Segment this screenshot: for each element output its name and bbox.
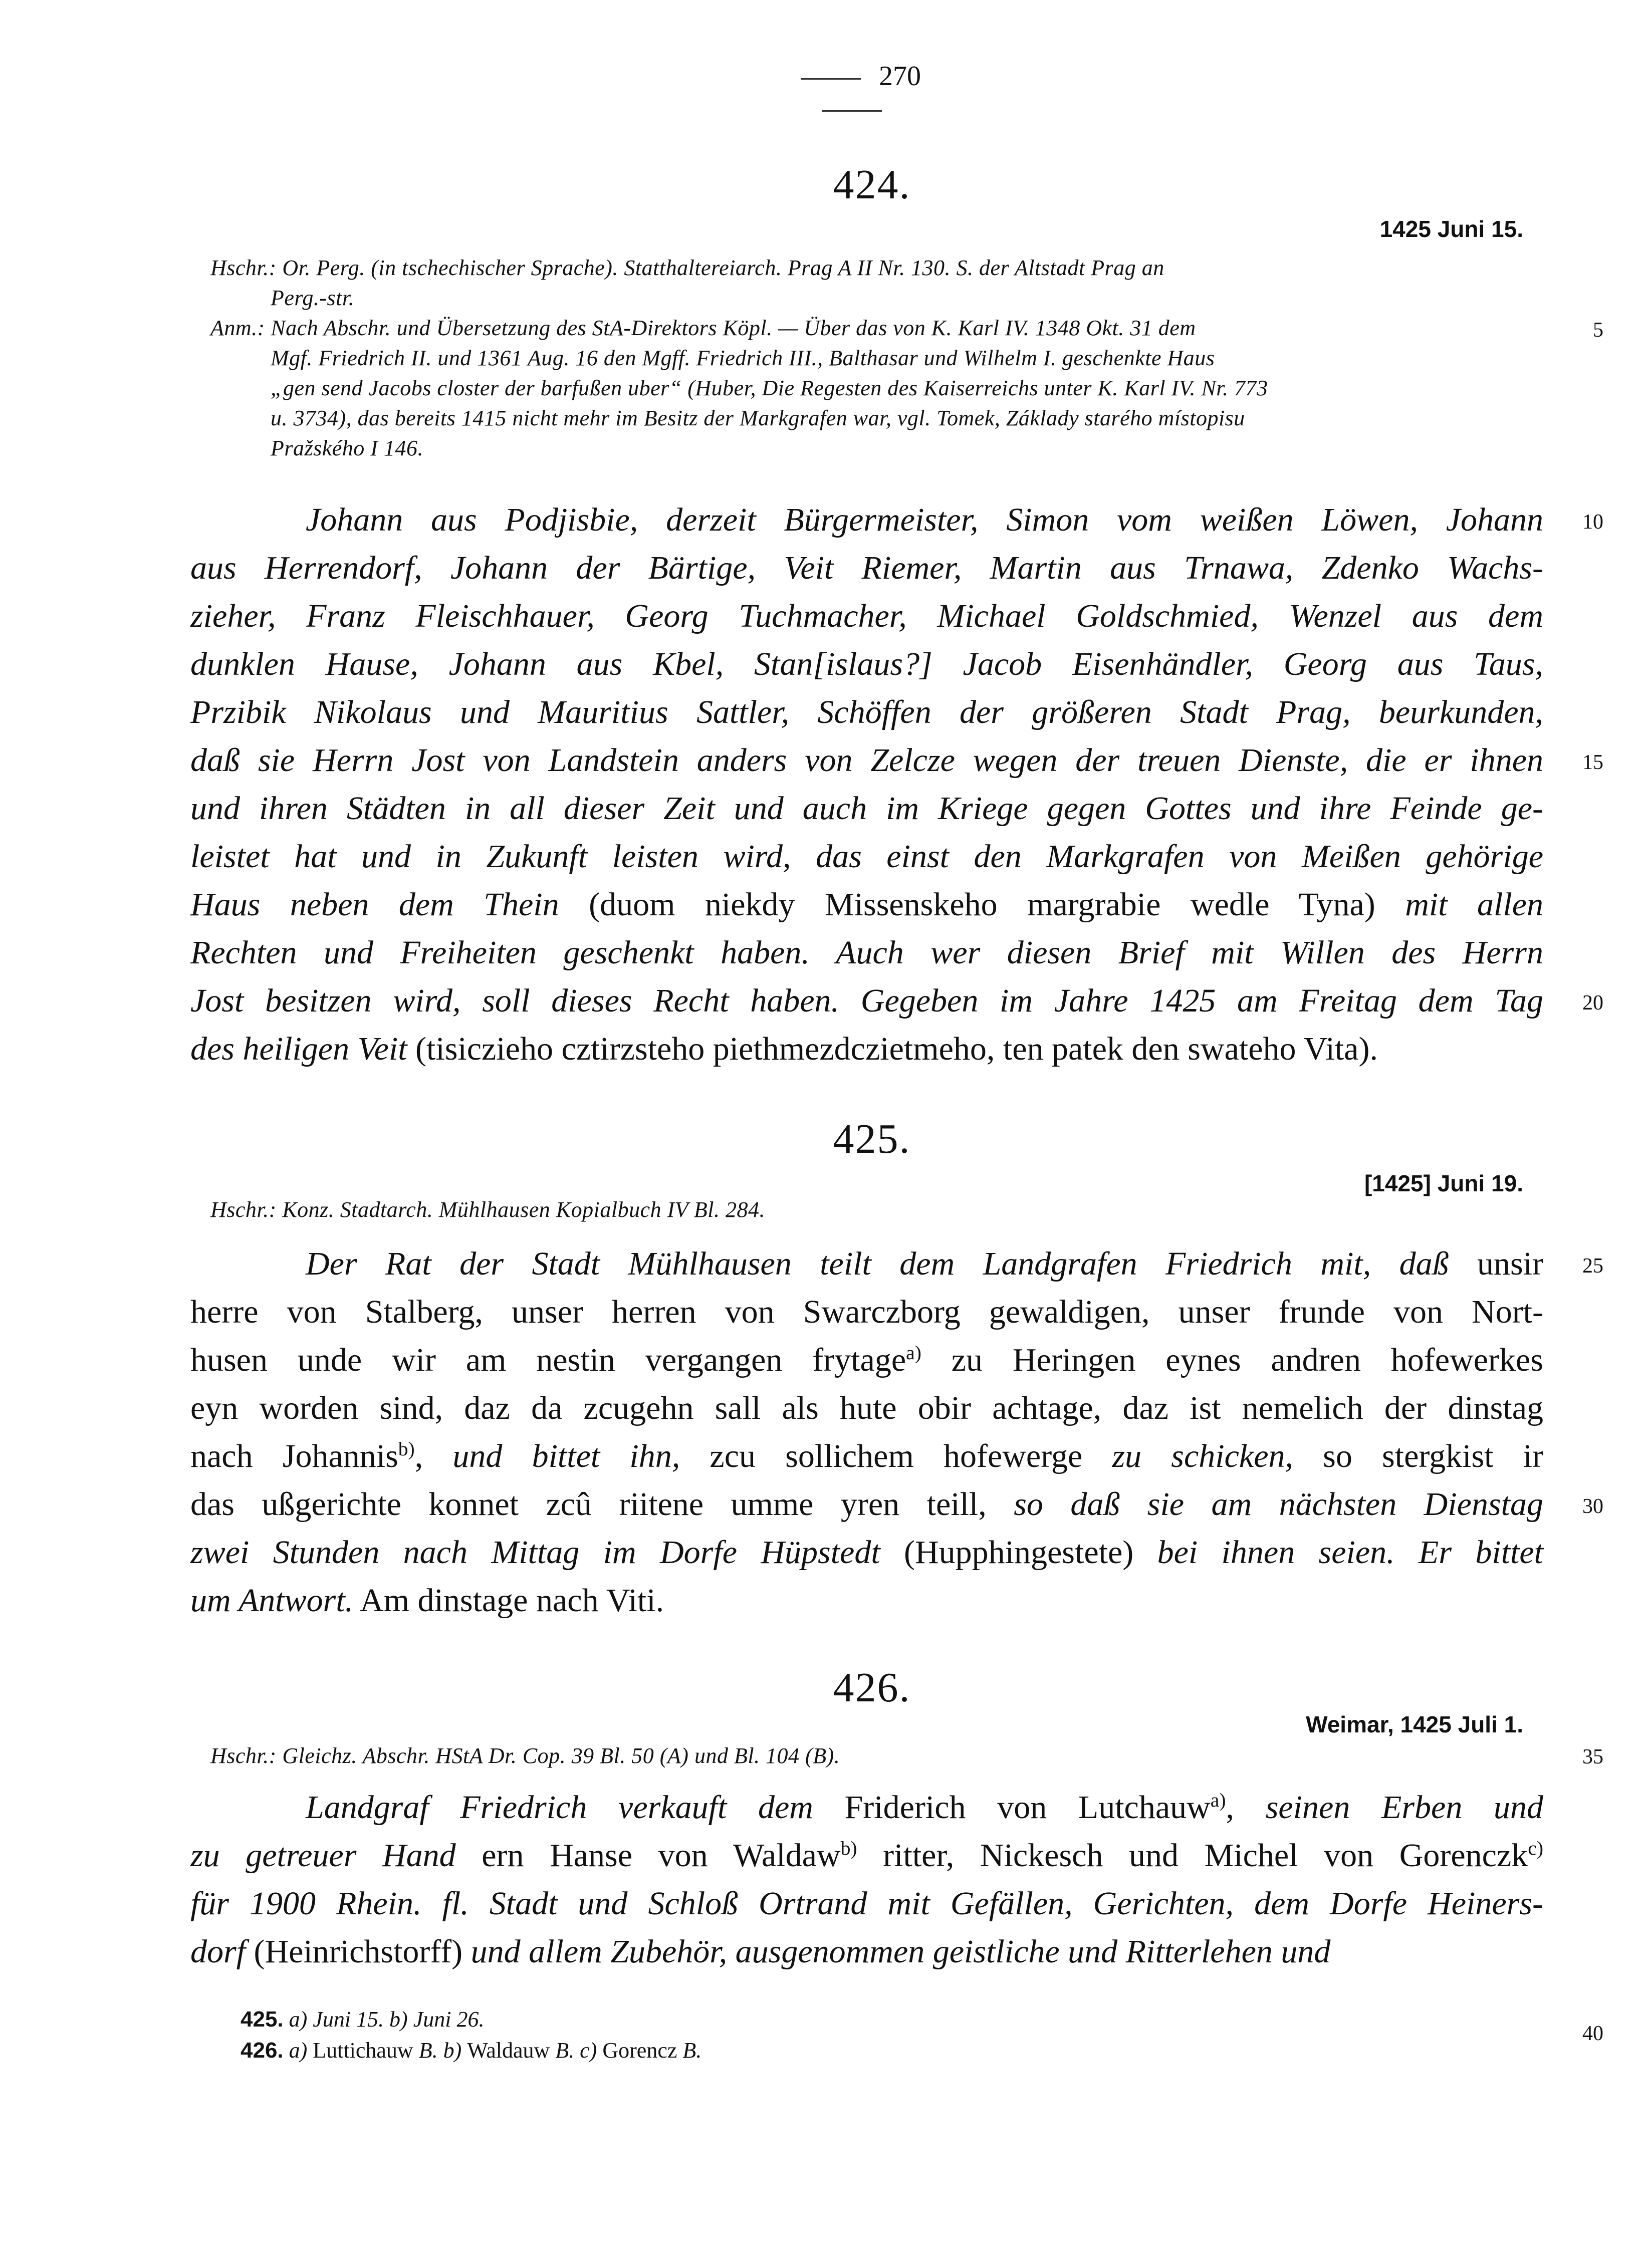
- footnotes: [241, 2004, 1393, 2066]
- footnote-number: 426.: [241, 2038, 284, 2063]
- text-line: [190, 736, 1543, 785]
- text-run: für 1900 Rhein. fl. Stadt und Schloß Ortrand mit Gefällen, Gerichten, dem Dorfe Heiners-: [190, 1885, 1543, 1922]
- text-run: ,: [1226, 1789, 1266, 1826]
- source-apparatus: [210, 1195, 1563, 1225]
- document-number: 425.: [833, 1116, 911, 1162]
- document-date: Weimar, 1425 Juli 1.: [1306, 1711, 1523, 1737]
- footnote-text: Gorencz: [602, 2038, 677, 2063]
- apparatus-line: Mgf. Friedrich II. und 1361 Aug. 16 den Mgff. Friedrich III., Balthasar und Wilhelm I. geschenkte Haus: [271, 346, 1215, 370]
- text-line: [190, 1529, 1543, 1577]
- text-run: zwei Stunden nach Mittag im Dorfe Hüpstedt: [190, 1534, 880, 1571]
- apparatus-line: Hschr.: Gleichz. Abschr. HStA Dr. Cop. 39 Bl. 50 (A) und Bl. 104 (B).: [210, 1743, 840, 1768]
- line-number: 5: [1593, 319, 1603, 342]
- text-line: [190, 1336, 1543, 1384]
- text-run: zcu sollichem hofewerge: [680, 1438, 1112, 1474]
- text-run: des heiligen Veit: [190, 1031, 407, 1067]
- text-run: (tisiczieho cztirzsteho piethmezdczietmeho, ten patek den swateho Vita).: [407, 1031, 1378, 1067]
- footnote-text: Waldauw: [467, 2038, 550, 2063]
- footnote-text: a) Juni 15. b) Juni 26.: [283, 2007, 485, 2032]
- text-line: [190, 1577, 1543, 1625]
- text-run: dorf: [190, 1933, 246, 1970]
- text-run: husen unde wir am nestin vergangen frytage: [190, 1342, 906, 1378]
- text-line: [190, 496, 1543, 544]
- text-run: und allem Zubehör, ausgenommen geistliche und Ritterlehen und: [471, 1933, 1331, 1970]
- text-run: so stergkist ir: [1293, 1438, 1543, 1474]
- text-run: (duom niekdy Missenskeho margrabie wedle Tyna): [559, 886, 1405, 923]
- text-line: [190, 1025, 1543, 1073]
- text-run: (Heinrichstorff): [246, 1933, 471, 1970]
- text-run: Johann aus Podjisbie, derzeit Bürgermeister, Simon vom weißen Löwen, Johann: [306, 501, 1543, 538]
- page-header: [747, 60, 957, 105]
- text-run: Haus neben dem Thein: [190, 886, 559, 923]
- text-run: Jost besitzen wird, soll dieses Recht haben. Gegeben im Jahre 1425 am Freitag dem Tag: [190, 982, 1543, 1019]
- text-line: [190, 785, 1543, 833]
- footnote-line: [241, 2035, 1393, 2066]
- text-line: [190, 1240, 1543, 1288]
- apparatus-line: Anm.: Nach Abschr. und Übersetzung des StA-Direktors Köpl. — Über das von K. Karl IV. 1348 Okt. 31 dem: [210, 316, 1196, 340]
- document-number: 424.: [833, 161, 911, 208]
- text-line: [190, 592, 1543, 640]
- text-line: [190, 1784, 1543, 1832]
- regest-text: [190, 1240, 1543, 1625]
- footnote-text: a): [283, 2038, 313, 2063]
- text-run: daß sie Herrn Jost von Landstein anders von Zelcze wegen der treuen Dienste, die er ihnen: [190, 742, 1543, 779]
- text-run: zieher, Franz Fleischhauer, Georg Tuchmacher, Michael Goldschmied, Wenzel aus dem: [190, 598, 1543, 634]
- line-number: 35: [1582, 1745, 1603, 1769]
- text-run: zu Heringen eynes andren hofewerkes: [921, 1342, 1543, 1378]
- text-line: [190, 833, 1543, 881]
- footnote-text: B.: [677, 2038, 702, 2063]
- text-run: das ußgerichte konnet zcû riitene umme yren teill,: [190, 1486, 1014, 1523]
- footnote-marker: b): [398, 1438, 415, 1460]
- footnote-marker: a): [906, 1342, 921, 1364]
- text-run: Przibik Nikolaus und Mauritius Sattler, Schöffen der größeren Stadt Prag, beurkunden,: [190, 694, 1543, 730]
- apparatus-line: Perg.-str.: [271, 286, 355, 310]
- text-line: [190, 1288, 1543, 1336]
- line-number: 15: [1582, 751, 1603, 774]
- text-run: leistet hat und in Zukunft leisten wird, das einst den Markgrafen von Meißen gehörige: [190, 838, 1543, 875]
- regest-text: [190, 1784, 1543, 1976]
- text-line: [190, 977, 1543, 1025]
- header-rule-right: [822, 110, 882, 112]
- apparatus-line: Hschr.: Konz. Stadtarch. Mühlhausen Kopialbuch IV Bl. 284.: [210, 1197, 765, 1222]
- text-run: mit allen: [1405, 886, 1543, 923]
- header-rule-left: [801, 78, 861, 80]
- line-number: 30: [1582, 1495, 1603, 1518]
- text-line: [190, 640, 1543, 688]
- footnote-text: B. c): [550, 2038, 603, 2063]
- source-apparatus: [210, 1741, 1563, 1771]
- text-run: herre von Stalberg, unser herren von Swarczborg gewaldigen, unser frunde von Nort-: [190, 1294, 1543, 1330]
- footnote-marker: c): [1528, 1837, 1543, 1859]
- text-run: so daß sie am nächsten Dienstag: [1014, 1486, 1543, 1523]
- text-run: seinen Erben und: [1265, 1789, 1544, 1826]
- text-run: Friderich von Lutchauw: [813, 1789, 1211, 1826]
- text-run: und bittet ihn,: [452, 1438, 680, 1474]
- text-run: ritter, Nickesch und Michel von Gorenczk: [857, 1837, 1528, 1874]
- apparatus-line: Hschr.: Or. Perg. (in tschechischer Sprache). Statthaltereiarch. Prag A II Nr. 130. S. der Altstadt Prag an: [210, 256, 1164, 280]
- text-line: [190, 688, 1543, 736]
- footnote-line: [241, 2004, 1393, 2035]
- apparatus-line: u. 3734), das bereits 1415 nicht mehr im Besitz der Markgrafen war, vgl. Tomek, Základy starého místopisu: [271, 406, 1245, 430]
- source-apparatus: [210, 253, 1563, 463]
- line-number: 20: [1582, 991, 1603, 1015]
- text-line: [190, 1928, 1543, 1976]
- line-number: 25: [1582, 1254, 1603, 1278]
- text-line: [190, 1432, 1543, 1480]
- text-run: dunklen Hause, Johann aus Kbel, Stan[islaus?] Jacob Eisenhändler, Georg aus Taus,: [190, 646, 1543, 682]
- regest-text: [190, 496, 1543, 1073]
- text-run: Am dinstage nach Viti.: [353, 1582, 664, 1619]
- text-line: [190, 929, 1543, 977]
- text-run: eyn worden sind, daz da zcugehn sall als hute obir achtage, daz ist nemelich der dinstag: [190, 1390, 1543, 1426]
- text-run: um Antwort.: [190, 1582, 354, 1619]
- text-line: [190, 1880, 1543, 1928]
- text-line: [190, 881, 1543, 929]
- apparatus-line: Pražského I 146.: [271, 436, 423, 460]
- footnote-text: Luttichauw: [313, 2038, 413, 2063]
- text-line: [190, 544, 1543, 592]
- text-run: Landgraf Friedrich verkauft dem: [306, 1789, 813, 1826]
- text-line: [190, 1832, 1543, 1880]
- text-run: und ihren Städten in all dieser Zeit und auch im Kriege gegen Gottes und ihre Feinde ge-: [190, 790, 1543, 827]
- line-number: 10: [1582, 511, 1603, 534]
- line-number: 40: [1582, 2022, 1603, 2045]
- text-run: Der Rat der Stadt Mühlhausen teilt dem Landgrafen Friedrich mit, daß: [306, 1245, 1449, 1282]
- text-line: [190, 1384, 1543, 1432]
- page-number: 270: [879, 61, 921, 92]
- text-run: bei ihnen seien. Er bittet: [1157, 1534, 1544, 1571]
- footnote-text: B. b): [413, 2038, 467, 2063]
- text-run: nach Johannis: [190, 1438, 398, 1474]
- text-run: zu getreuer Hand: [190, 1837, 456, 1874]
- text-run: ,: [414, 1438, 453, 1474]
- text-line: [190, 1480, 1543, 1529]
- document-date: 1425 Juni 15.: [1379, 216, 1523, 242]
- text-run: zu schicken,: [1112, 1438, 1294, 1474]
- text-run: unsir: [1449, 1245, 1543, 1282]
- text-run: ern Hanse von Waldaw: [455, 1837, 841, 1874]
- footnote-marker: b): [840, 1837, 857, 1859]
- text-run: aus Herrendorf, Johann der Bärtige, Veit Riemer, Martin aus Trnawa, Zdenko Wachs-: [190, 550, 1543, 586]
- document-date: [1425] Juni 19.: [1364, 1170, 1523, 1196]
- document-number: 426.: [833, 1664, 911, 1711]
- text-run: Rechten und Freiheiten geschenkt haben. Auch wer diesen Brief mit Willen des Herrn: [190, 934, 1543, 971]
- footnote-number: 425.: [241, 2007, 284, 2032]
- text-run: (Hupphingestete): [880, 1534, 1157, 1571]
- footnote-marker: a): [1210, 1789, 1226, 1811]
- line-number-margin: [1533, 0, 1603, 2268]
- apparatus-line: „gen send Jacobs closter der barfußen uber“ (Huber, Die Regesten des Kaiserreichs unter K. Karl IV. Nr. 773: [271, 376, 1268, 400]
